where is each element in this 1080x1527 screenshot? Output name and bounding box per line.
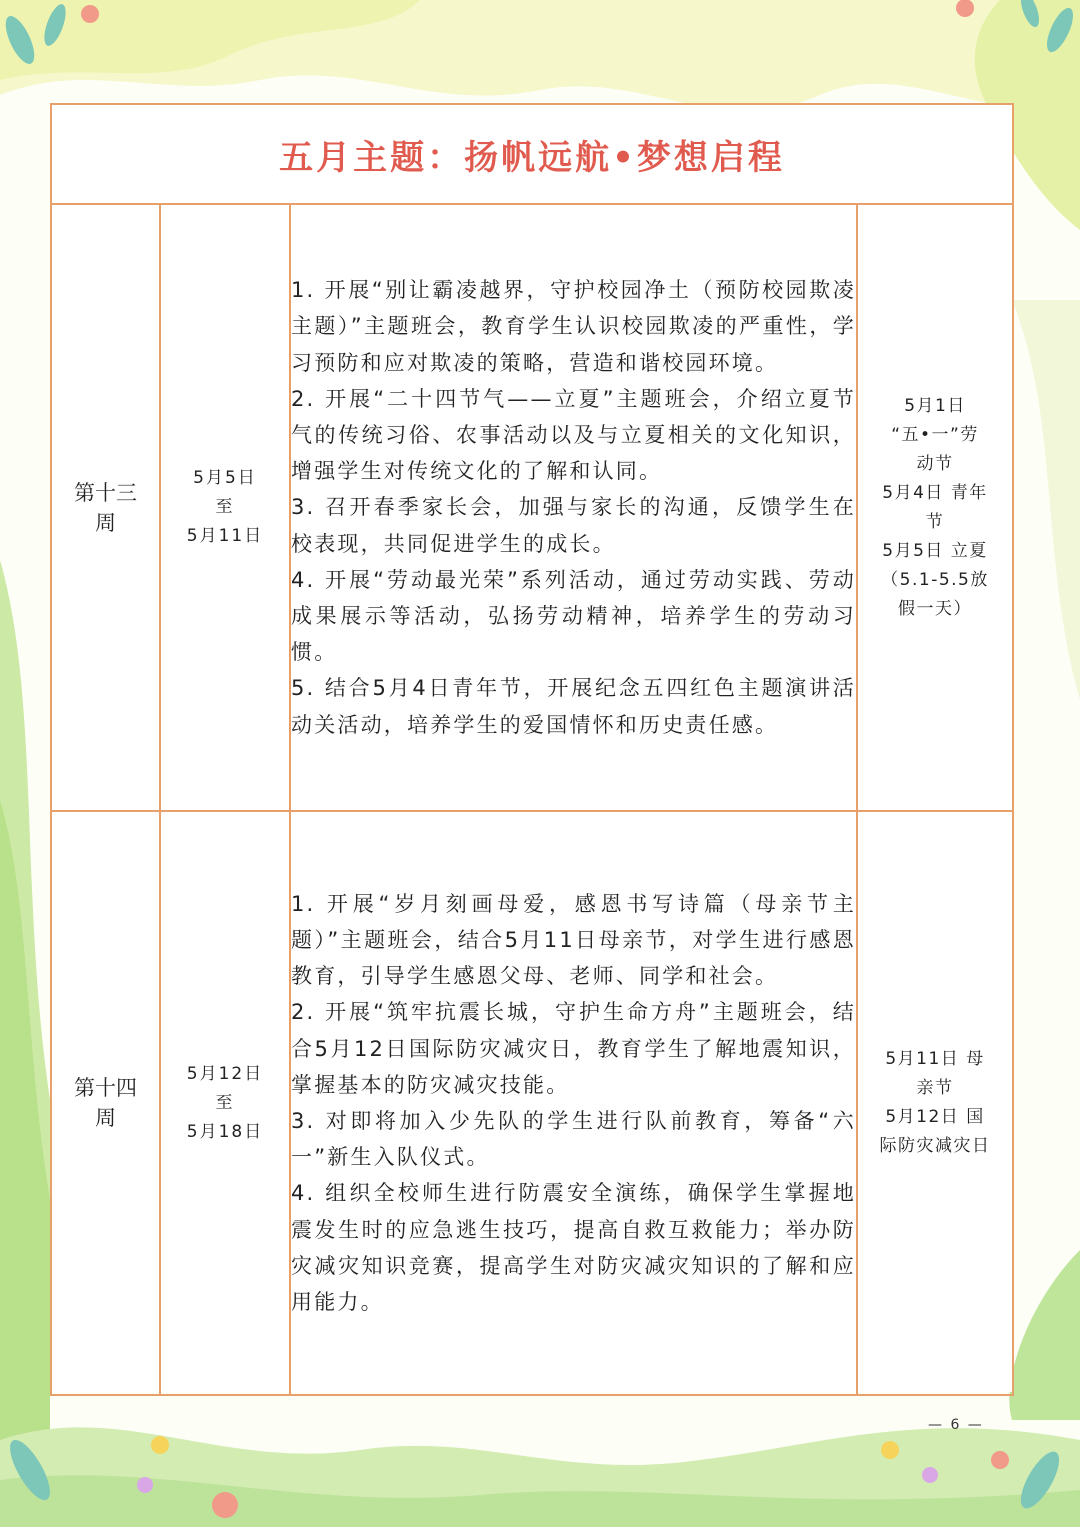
notes-cell: [857, 811, 1013, 1395]
table-row: [51, 204, 1013, 811]
date-separator: 至: [215, 1092, 235, 1113]
date-separator: 至: [215, 497, 235, 517]
date-start: 5月5日: [193, 468, 257, 488]
note-line: 假一天）: [898, 598, 973, 619]
schedule-table: [50, 103, 1014, 1396]
activity-item: 4. 开展“劳动最光荣”系列活动，通过劳动实践、劳动成果展示等活动，弘扬劳动精神，培养学生的劳动习惯。: [291, 567, 856, 665]
activity-item: 1. 开展“岁月刻画母爱，感恩书写诗篇（母亲节主题）”主题班会，结合5月11日母亲节，对学生进行感恩教育，引导学生感恩父母、老师、同学和社会。: [291, 891, 856, 989]
activity-item: 3. 对即将加入少先队的学生进行队前教育，筹备“六一”新生入队仪式。: [291, 1109, 856, 1170]
note-line: 5月4日 青年: [882, 482, 988, 503]
date-range-cell: [160, 204, 290, 811]
activity-item: 3. 召开春季家长会，加强与家长的沟通，反馈学生在校表现，共同促进学生的成长。: [291, 495, 856, 556]
note-line: 亲节: [916, 1078, 954, 1098]
date-end: 5月18日: [186, 1121, 264, 1142]
week-label-cell: [51, 811, 160, 1395]
note-line: 5月1日: [904, 395, 966, 416]
note-line: 节: [925, 511, 945, 532]
note-line: 5月5日 立夏: [882, 540, 988, 561]
activity-item: 2. 开展“筑牢抗震长城，守护生命方舟”主题班会，结合5月12日国际防灾减灾日，教育学生了解地震知识，掌握基本的防灾减灾技能。: [291, 1000, 856, 1097]
title-cell: [51, 104, 1013, 204]
page-title: 五月主题：扬帆远航•梦想启程: [279, 137, 785, 178]
week-label-line: 周: [95, 510, 116, 535]
date-start: 5月12日: [186, 1063, 264, 1084]
note-line: 动节: [916, 453, 954, 474]
activity-item: 2. 开展“二十四节气——立夏”主题班会，介绍立夏节气的传统习俗、农事活动以及与立夏相关的文化知识，增强学生对传统文化的了解和认同。: [291, 386, 856, 484]
week-label-cell: [51, 204, 160, 811]
note-line: 5月12日 国: [885, 1107, 985, 1127]
page-number: — 6 —: [928, 1417, 984, 1433]
week-label-line: 周: [95, 1106, 116, 1130]
activity-item: 1. 开展“别让霸凌越界，守护校园净土（预防校园欺凌主题）”主题班会，教育学生认识校园欺凌的严重性，学习预防和应对欺凌的策略，营造和谐校园环境。: [291, 278, 856, 375]
title-row: [51, 104, 1013, 204]
note-line: “五•一”劳: [891, 424, 979, 445]
activities-cell: [290, 811, 857, 1395]
notes-cell: [857, 204, 1013, 811]
week-label-line: 第十三: [74, 480, 137, 505]
activities-cell: [290, 204, 857, 811]
date-range-cell: [160, 811, 290, 1395]
note-line: （5.1-5.5放: [881, 569, 989, 590]
note-line: 5月11日 母: [885, 1049, 985, 1069]
schedule-sheet: [50, 103, 1012, 1392]
table-row: [51, 811, 1013, 1395]
activity-item: 5. 结合5月4日青年节，开展纪念五四红色主题演讲活动关活动，培养学生的爱国情怀和历史责任感。: [291, 676, 856, 737]
week-label-line: 第十四: [74, 1076, 137, 1100]
date-end: 5月11日: [186, 526, 264, 546]
activity-item: 4. 组织全校师生进行防震安全演练，确保学生掌握地震发生时的应急逃生技巧，提高自救互救能力；举办防灾减灾知识竞赛，提高学生对防灾减灾知识的了解和应用能力。: [291, 1181, 856, 1315]
note-line: 际防灾减灾日: [879, 1136, 991, 1156]
